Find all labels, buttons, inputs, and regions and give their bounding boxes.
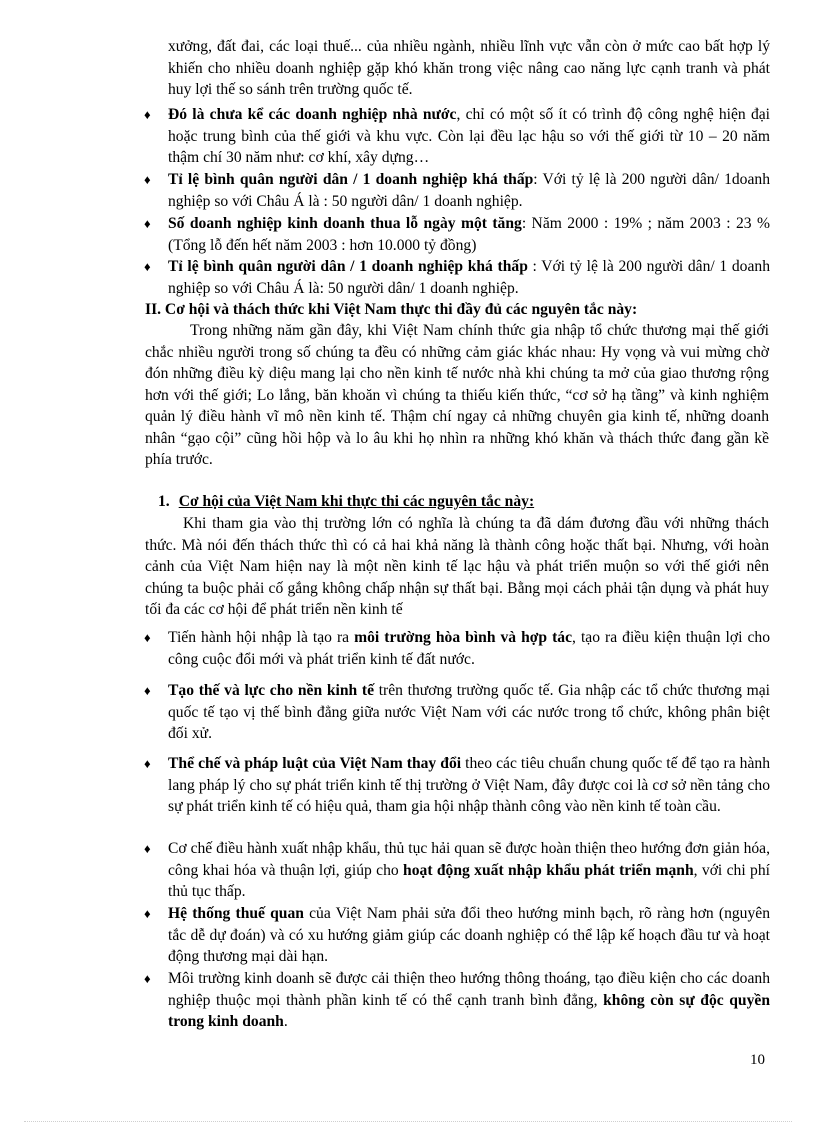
list-item: Môi trường kinh doanh sẽ được cải thiện theo hướng thông thoáng, tạo điều kiện cho các doanh nghiệp thuộc mọi thành phần kinh tế có thể cạnh tranh bình đẳng, không còn sự độc quyền trong kinh doanh. [168, 970, 770, 1030]
list-item: Tỉ lệ bình quân người dân / 1 doanh nghiệp khá thấp: Với tỷ lệ là 200 người dân/ 1doanh nghiệp so với Châu Á là : 50 người dân/ 1 doanh nghiệp. [168, 171, 770, 210]
list-item: Tỉ lệ bình quân người dân / 1 doanh nghiệp khá thấp : Với tỷ lệ là 200 người dân/ 1 doanh nghiệp so với Châu Á là: 50 người dân/ 1 doanh nghiệp. [168, 258, 770, 297]
bullet-icon: ♦ [144, 756, 151, 771]
list-item: Số doanh nghiệp kinh doanh thua lỗ ngày một tăng: Năm 2000 : 19% ; năm 2003 : 23 % (Tổng lỗ đến hết năm 2003 : hơn 10.000 tỷ đồng) [168, 215, 770, 254]
bullet-icon: ♦ [144, 906, 151, 921]
bullet-icon: ♦ [144, 172, 151, 187]
bullet-icon: ♦ [144, 971, 151, 986]
intro-paragraph: xưởng, đất đai, các loại thuế... của nhiều ngành, nhiều lĩnh vực vẫn còn ở mức cao bất hợp lý khiến cho nhiều doanh nghiệp gặp khó khăn trong việc nâng cao năng lực cạnh tranh và phát huy lợi thế so sánh trên trường quốc tế. [168, 38, 770, 98]
page-divider [24, 1121, 792, 1122]
list-item: Tiến hành hội nhập là tạo ra môi trường hòa bình và hợp tác, tạo ra điều kiện thuận lợi cho công cuộc đổi mới và phát triển kinh tế đất nước. [168, 629, 770, 668]
bullet-icon: ♦ [144, 259, 151, 274]
list-item: Tạo thế và lực cho nền kinh tế trên thương trường quốc tế. Gia nhập các tổ chức thương mại quốc tế tạo vị thế bình đẳng giữa nước Việt Nam với các nước trong tổ chức, không phân biệt đối xử. [168, 682, 770, 742]
section-heading: II. Cơ hội và thách thức khi Việt Nam thực thi đầy đủ các nguyên tắc này: [145, 301, 638, 318]
subsection-paragraph: Khi tham gia vào thị trường lớn có nghĩa là chúng ta đã dám đương đầu với những thách thức. Mà nói đến thách thức thì có cả hai khả năng là thành công hoặc thất bại. Nhưng, với hoàn cảnh của Việt Nam hiện nay là một nền kinh tế lạc hậu và phát triển muộn so với thế giới nên chúng ta buộc phải cố gắng không chấp nhận sự thất bại. Bằng mọi cách phải tận dụng và phát huy tối đa các cơ hội để phát triển nền kinh tế [145, 515, 769, 618]
bullet-icon: ♦ [144, 841, 151, 856]
subsection-heading [158, 491, 758, 513]
list-item: Cơ chế điều hành xuất nhập khẩu, thủ tục hải quan sẽ được hoàn thiện theo hướng đơn giản hóa, công khai hóa và thuận lợi, giúp cho hoạt động xuất nhập khẩu phát triển mạnh, với chi phí thủ tục thấp. [168, 840, 770, 900]
bullet-icon: ♦ [144, 683, 151, 698]
bullet-icon: ♦ [144, 216, 151, 231]
section-paragraph: Trong những năm gần đây, khi Việt Nam chính thức gia nhập tổ chức thương mại thế giới chắc nhiều người trong số chúng ta đều có những cảm giác khác nhau: Hy vọng và vui mừng chờ đón những điều kỳ diệu mang lại cho nền kinh tế nước nhà khi chúng ta mở của giao thương rộng hơn với thế giới; Lo lắng, băn khoăn vì chúng ta thiếu kiến thức, “cơ sở hạ tầng” và kinh nghiệm quản lý điều hành vĩ mô nền kinh tế. Thậm chí ngay cả những chuyên gia kinh tế, những doanh nhân “gạo cội” cũng hồi hộp và lo âu khi họ nhìn ra những khó khăn và thách thức đang gần kề phía trước. [145, 322, 769, 468]
page-number: 10 [750, 1052, 765, 1068]
subsection-number: 1. [158, 493, 170, 510]
list-item: Đó là chưa kể các doanh nghiệp nhà nước, chỉ có một số ít có trình độ công nghệ hiện đại hoặc trung bình của thế giới và khu vực. Còn lại đều lạc hậu so với thế giới từ 10 – 20 năm thậm chí 30 năm như: cơ khí, xây dựng… [168, 106, 770, 166]
list-item: Thể chế và pháp luật của Việt Nam thay đổi theo các tiêu chuẩn chung quốc tế để tạo ra hành lang pháp lý cho sự phát triển kinh tế thị trường ở Việt Nam, đây được coi là cơ sở nền tảng cho sự phát triển kinh tế có hiệu quả, tham gia hội nhập thành công vào nền kinh tế toàn cầu. [168, 755, 770, 815]
subsection-title: Cơ hội của Việt Nam khi thực thi các nguyên tắc này: [178, 493, 535, 510]
list-item: Hệ thống thuế quan của Việt Nam phải sửa đổi theo hướng minh bạch, rõ ràng hơn (nguyên tắc dễ dự đoán) và có xu hướng giảm giúp các doanh nghiệp có thể lập kế hoạch đầu tư và hoạt động thương mại dài hạn. [168, 905, 770, 965]
bullet-icon: ♦ [144, 630, 151, 645]
bullet-icon: ♦ [144, 107, 151, 122]
